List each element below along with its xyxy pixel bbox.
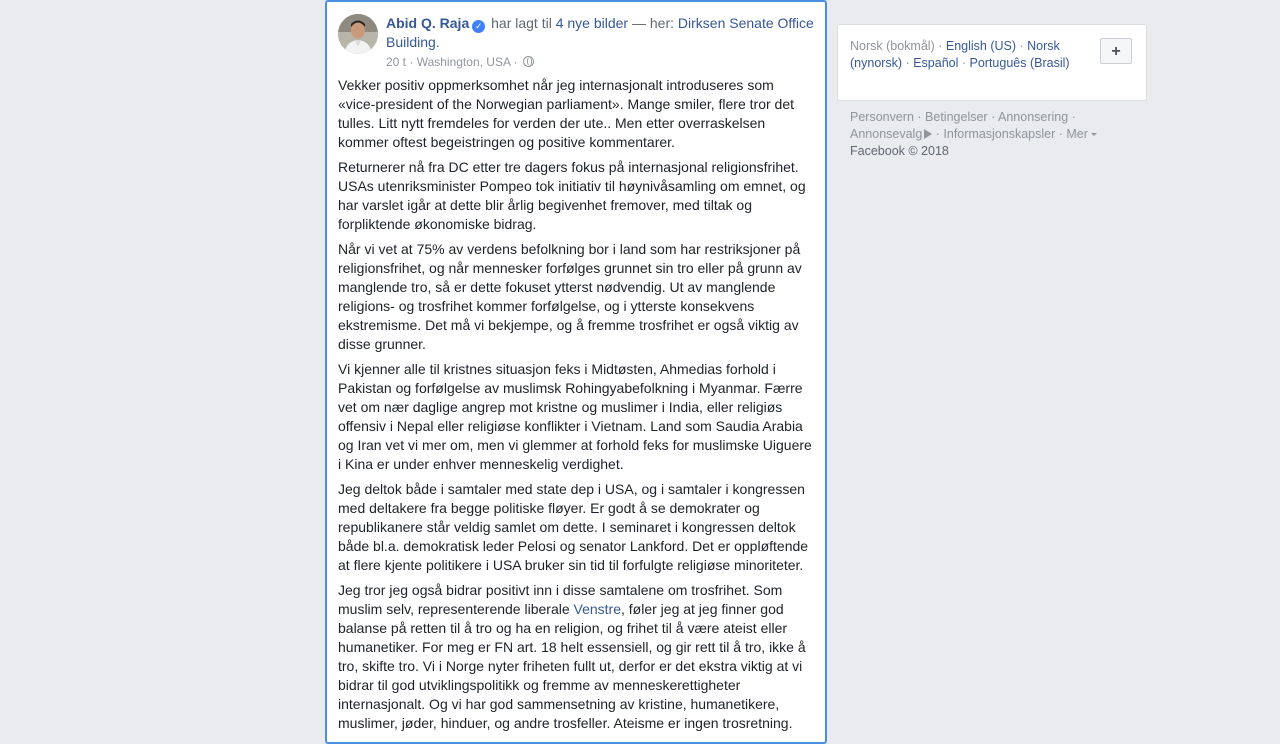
photos-link[interactable]: 4 nye bilder [555,15,629,31]
place-link[interactable]: Dirksen Senate Office Building. [386,15,814,50]
language-list: Norsk (bokmål) · English (US) · Norsk (nynorsk) · Español · Português (Brasil) [850,39,1070,70]
footer-links: Personvern · Betingelser · Annonsering · Annonsevalg · Informasjonskapsler · Mer Facebook © 2018 [850,109,1140,160]
footer-link-informasjonskapsler[interactable]: Informasjonskapsler [943,127,1056,141]
footer-link-mer[interactable]: Mer [1066,127,1088,141]
footer-link-annonsering[interactable]: Annonsering [998,110,1069,124]
paragraph-text: Jeg tror jeg også bidrar positivt inn i disse samtalene om trosfrihet. Som muslim selv, representerende liberale [338,582,783,617]
action-text: har lagt til [491,15,552,31]
post-text [338,76,814,739]
language-option-portugues[interactable]: Português (Brasil) [969,56,1070,70]
footer-link-annonsevalg[interactable]: Annonsevalg [850,127,923,141]
avatar-image [338,14,378,54]
language-option-nynorsk[interactable]: Norsk (nynorsk) [850,39,1060,70]
post-meta: 20 t · Washington, USA · [386,54,815,70]
post-location[interactable]: Washington, USA [416,55,511,69]
footer-link-betingelser[interactable]: Betingelser [925,110,988,124]
copyright: Facebook © 2018 [850,144,949,158]
adchoices-icon [924,129,932,139]
globe-icon[interactable] [523,56,534,67]
paragraph [338,581,814,733]
paragraph: Returnerer nå fra DC etter tre dagers fokus på internasjonal religionsfrihet. USAs utenriksminister Pompeo tok initiativ til høynivåsamling om emnet, og har varslet igår at dette blir årlig begivenhet fremover, med tiltak og forpliktende økonomiske bidrag. [338,159,806,232]
add-language-button[interactable]: + [1100,38,1132,64]
language-option-espanol[interactable]: Español [913,56,959,70]
chevron-down-icon[interactable] [1091,133,1097,136]
at-text: — her: [632,15,675,31]
paragraph-text: , føler jeg at jeg finner god balanse på retten til å tro og ha en religion, og frihet til å være ateist eller humanetiker. For meg er FN art. 18 helt essensiell, og gir rett til å tro, ikke å tro, skifte tro. Vi i Norge nyter friheten fullt ut, derfor er det ekstra viktig at vi bidrar til god utviklingspolitikk og fremme av menneskerettigheter internasjonalt. Og vi har god sammensetning av kristine, humanetikere, muslimer, jøder, hinduer, og andre trosfeller. Ateisme er ingen trosretning. [338,601,806,731]
language-option-english[interactable]: English (US) [945,39,1017,53]
author-name[interactable]: Abid Q. Raja [386,15,470,31]
post-timestamp[interactable]: 20 t [386,55,407,69]
paragraph: Vi kjenner alle til kristnes situasjon feks i Midtøsten, Ahmedias forhold i Pakistan og forfølgelse av muslimsk Rohingyabefolkning i Myanmar. Færre vet om nær daglige angrep mot kristne og muslimer i India, eller religiøs offensiv i Nepal eller religiøse konflikter i Vietnam. Land som Saudia Arabia og Iran vet vi mer om, men vi glemmer at forhold feks for muslimske Uiguere i Kina er under enhver menneskelig verdighet. [338,361,812,472]
post-header [338,14,815,70]
verified-badge-icon: ✓ [472,20,485,33]
avatar[interactable] [338,14,378,54]
paragraph: Vekker positiv oppmerksomhet når jeg internasjonalt introduseres som «vice-president of the Norwegian parliament». Mange smiler, flere tror det tulles. Litt nytt fremdeles for verden der ute.. Men etter overraskelsen kommer oftest begeistringen og positive kommentarer. [338,77,794,150]
paragraph: Jeg deltok både i samtaler med state dep i USA, og i samtaler i kongressen med deltakere fra begge politiske fløyer. Er godt å se demokrater og republikanere står veldig samlet om dette. I seminaret i kongressen deltok både bl.a. demokratisk leder Pelosi og senator Lankford. Det er oppløftende at flere kjente politikere i USA bruker sin tid til forfulgte religiøse minoriteter. [338,481,809,573]
venstre-link[interactable]: Venstre [573,601,621,617]
paragraph: Når vi vet at 75% av verdens befolkning bor i land som har restriksjoner på religionsfrihet, og når mennesker forfølges grunnet sin tro eller på grunn av manglende tro, så er dette fokuset ytterst nødvendig. Ut av manglende religions- og trosfrihet kommer forfølgelse, og i ytterste konsekvens ekstremisme. Det må vi bekjempe, og å fremme trosfrihet er også viktig av disse grunner. [338,241,802,352]
current-language: Norsk (bokmål) [850,39,935,53]
footer-link-personvern[interactable]: Personvern [850,110,914,124]
post-card [325,0,827,744]
post-headline [386,14,815,52]
language-selector [837,24,1147,101]
